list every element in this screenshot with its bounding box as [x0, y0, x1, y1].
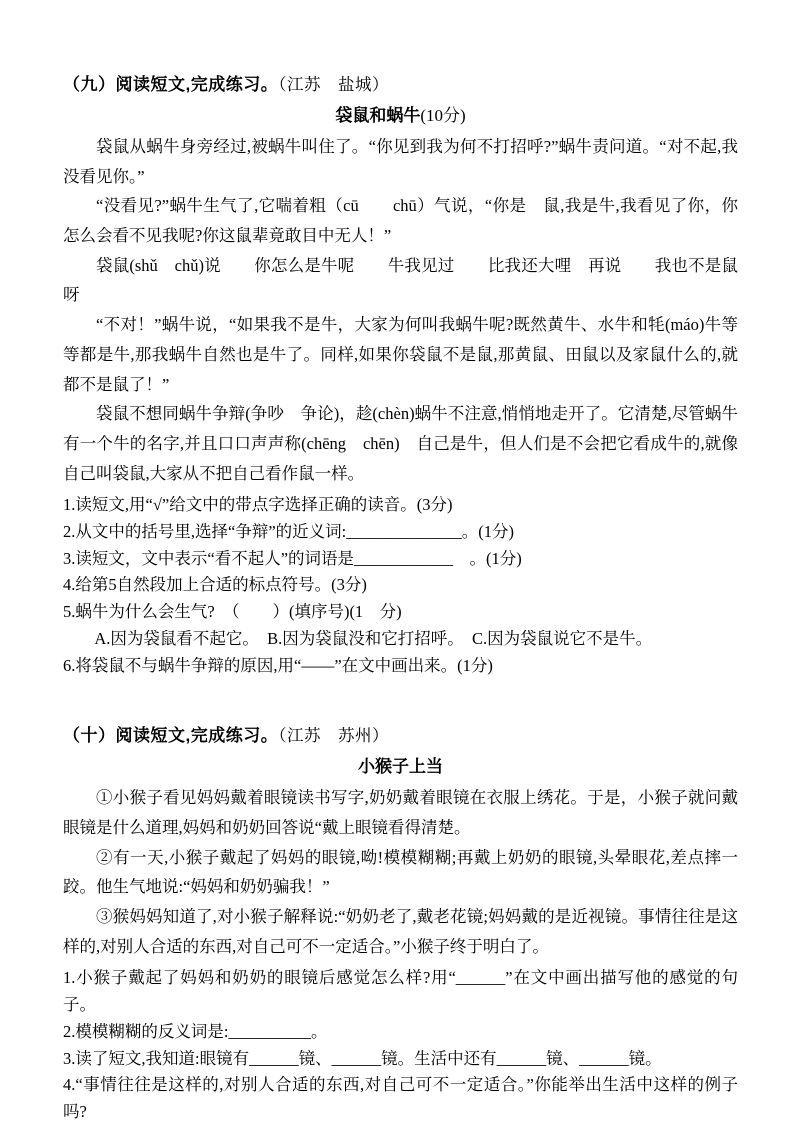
passage-10-title	[63, 752, 738, 777]
passage-9-paragraph-3: 袋鼠(shǔ chǔ)说 你怎么是牛呢 牛我见过 比我还大哩 再说 我也不是鼠呀	[63, 255, 738, 305]
section-9-header	[63, 70, 738, 95]
passage-9-title-text: 袋鼠和蜗牛	[335, 106, 421, 125]
section-9	[63, 70, 738, 679]
section-9-questions	[63, 492, 738, 679]
section-10-questions	[63, 965, 738, 1123]
section-10-source: （江苏 苏州）	[278, 726, 389, 746]
passage-10-title-text: 小猴子上当	[358, 757, 443, 777]
passage-9-title	[63, 101, 738, 126]
question-10-2: 2.模模糊糊的反义词是:__________。	[63, 1021, 328, 1041]
question-10-3: 3.读了短文,我知道:眼镜有______镜、______镜。生活中还有______镜、______镜。	[63, 1048, 662, 1068]
passage-10-paragraph-1: ①小猴子看见妈妈戴着眼镜读书写字,奶奶戴着眼镜在衣服上绣花。于是，小猴子就问戴眼镜是什么道理,妈妈和奶奶回答说“戴上眼镜看得清楚。	[63, 788, 738, 837]
question-9-5-options: A.因为袋鼠看不起它。 B.因为袋鼠没和它打招呼。 C.因为袋鼠说它不是牛。	[94, 628, 653, 648]
passage-10-paragraph-3: ③猴妈妈知道了,对小猴子解释说:“奶奶老了,戴老花镜;妈妈戴的是近视镜。事情往往是这样的,对别人合适的东西,对自己可不一定适合。”小猴子终于明白了。	[63, 907, 738, 956]
section-10	[63, 721, 738, 1123]
section-9-heading-text: （九）阅读短文,完成练习。	[63, 75, 279, 94]
passage-9-points: (10分)	[420, 106, 466, 125]
section-9-source: （江苏 盐城）	[278, 75, 389, 94]
passage-9-paragraph-2: “没看见?”蜗牛生气了,它喘着粗（cū chū）气说，“你是 鼠,我是牛,我看见了你，你怎么会看不见我呢?你这鼠辈竟敢目中无人！”	[63, 196, 738, 246]
passage-9-paragraph-1: 袋鼠从蜗牛身旁经过,被蜗牛叫住了。“你见到我为何不打招呼?”蜗牛责问道。“对不起,我没看见你。”	[63, 137, 738, 186]
question-9-2: 2.从文中的括号里,选择“争辩”的近义词:______________。(1分)	[63, 521, 514, 541]
question-9-6: 6.将袋鼠不与蜗牛争辩的原因,用“——”在文中画出来。(1分)	[63, 655, 493, 675]
question-10-1: 1.小猴子戴起了妈妈和奶奶的眼镜后感觉怎么样?用“______”在文中画出描写他的感觉的句子。	[63, 968, 738, 1015]
passage-9-paragraph-4: “不对！”蜗牛说，“如果我不是牛，大家为何叫我蜗牛呢?既然黄牛、水牛和牦(máo)牛等等都是牛,那我蜗牛自然也是牛了。同样,如果你袋鼠不是鼠,那黄鼠、田鼠以及家鼠什么的,就都不是鼠了！”	[63, 315, 739, 394]
section-10-heading-text: （十）阅读短文,完成练习。	[63, 726, 279, 746]
passage-9-paragraph-5: 袋鼠不想同蜗牛争辩(争吵 争论)，趁(chèn)蜗牛不注意,悄悄地走开了。它清楚,尽管蜗牛有一个牛的名字,并且口口声声称(chēng chēn) 自己是牛，但人们是不会把它看成牛的,就像自己叫袋鼠,大家从不把自己看作鼠一样。	[63, 404, 738, 483]
question-10-4: 4.“事情往往是这样的,对别人合适的东西,对自己可不一定适合。”你能举出生活中这样的例子吗?	[63, 1075, 738, 1121]
section-10-header	[63, 721, 738, 746]
passage-10-paragraph-2: ②有一天,小猴子戴起了妈妈的眼镜,呦!模模糊糊;再戴上奶奶的眼镜,头晕眼花,差点摔一跤。他生气地说:“妈妈和奶奶骗我！”	[63, 847, 738, 897]
question-9-5: 5.蜗牛为什么会生气? （ ）(填序号)(1 分)	[63, 602, 402, 622]
question-9-3: 3.读短文，文中表示“看不起人”的词语是____________ 。(1分)	[63, 548, 522, 568]
question-9-4: 4.给第5自然段加上合适的标点符号。(3分)	[63, 575, 367, 595]
question-9-1: 1.读短文,用“√”给文中的带点字选择正确的读音。(3分)	[63, 495, 453, 515]
